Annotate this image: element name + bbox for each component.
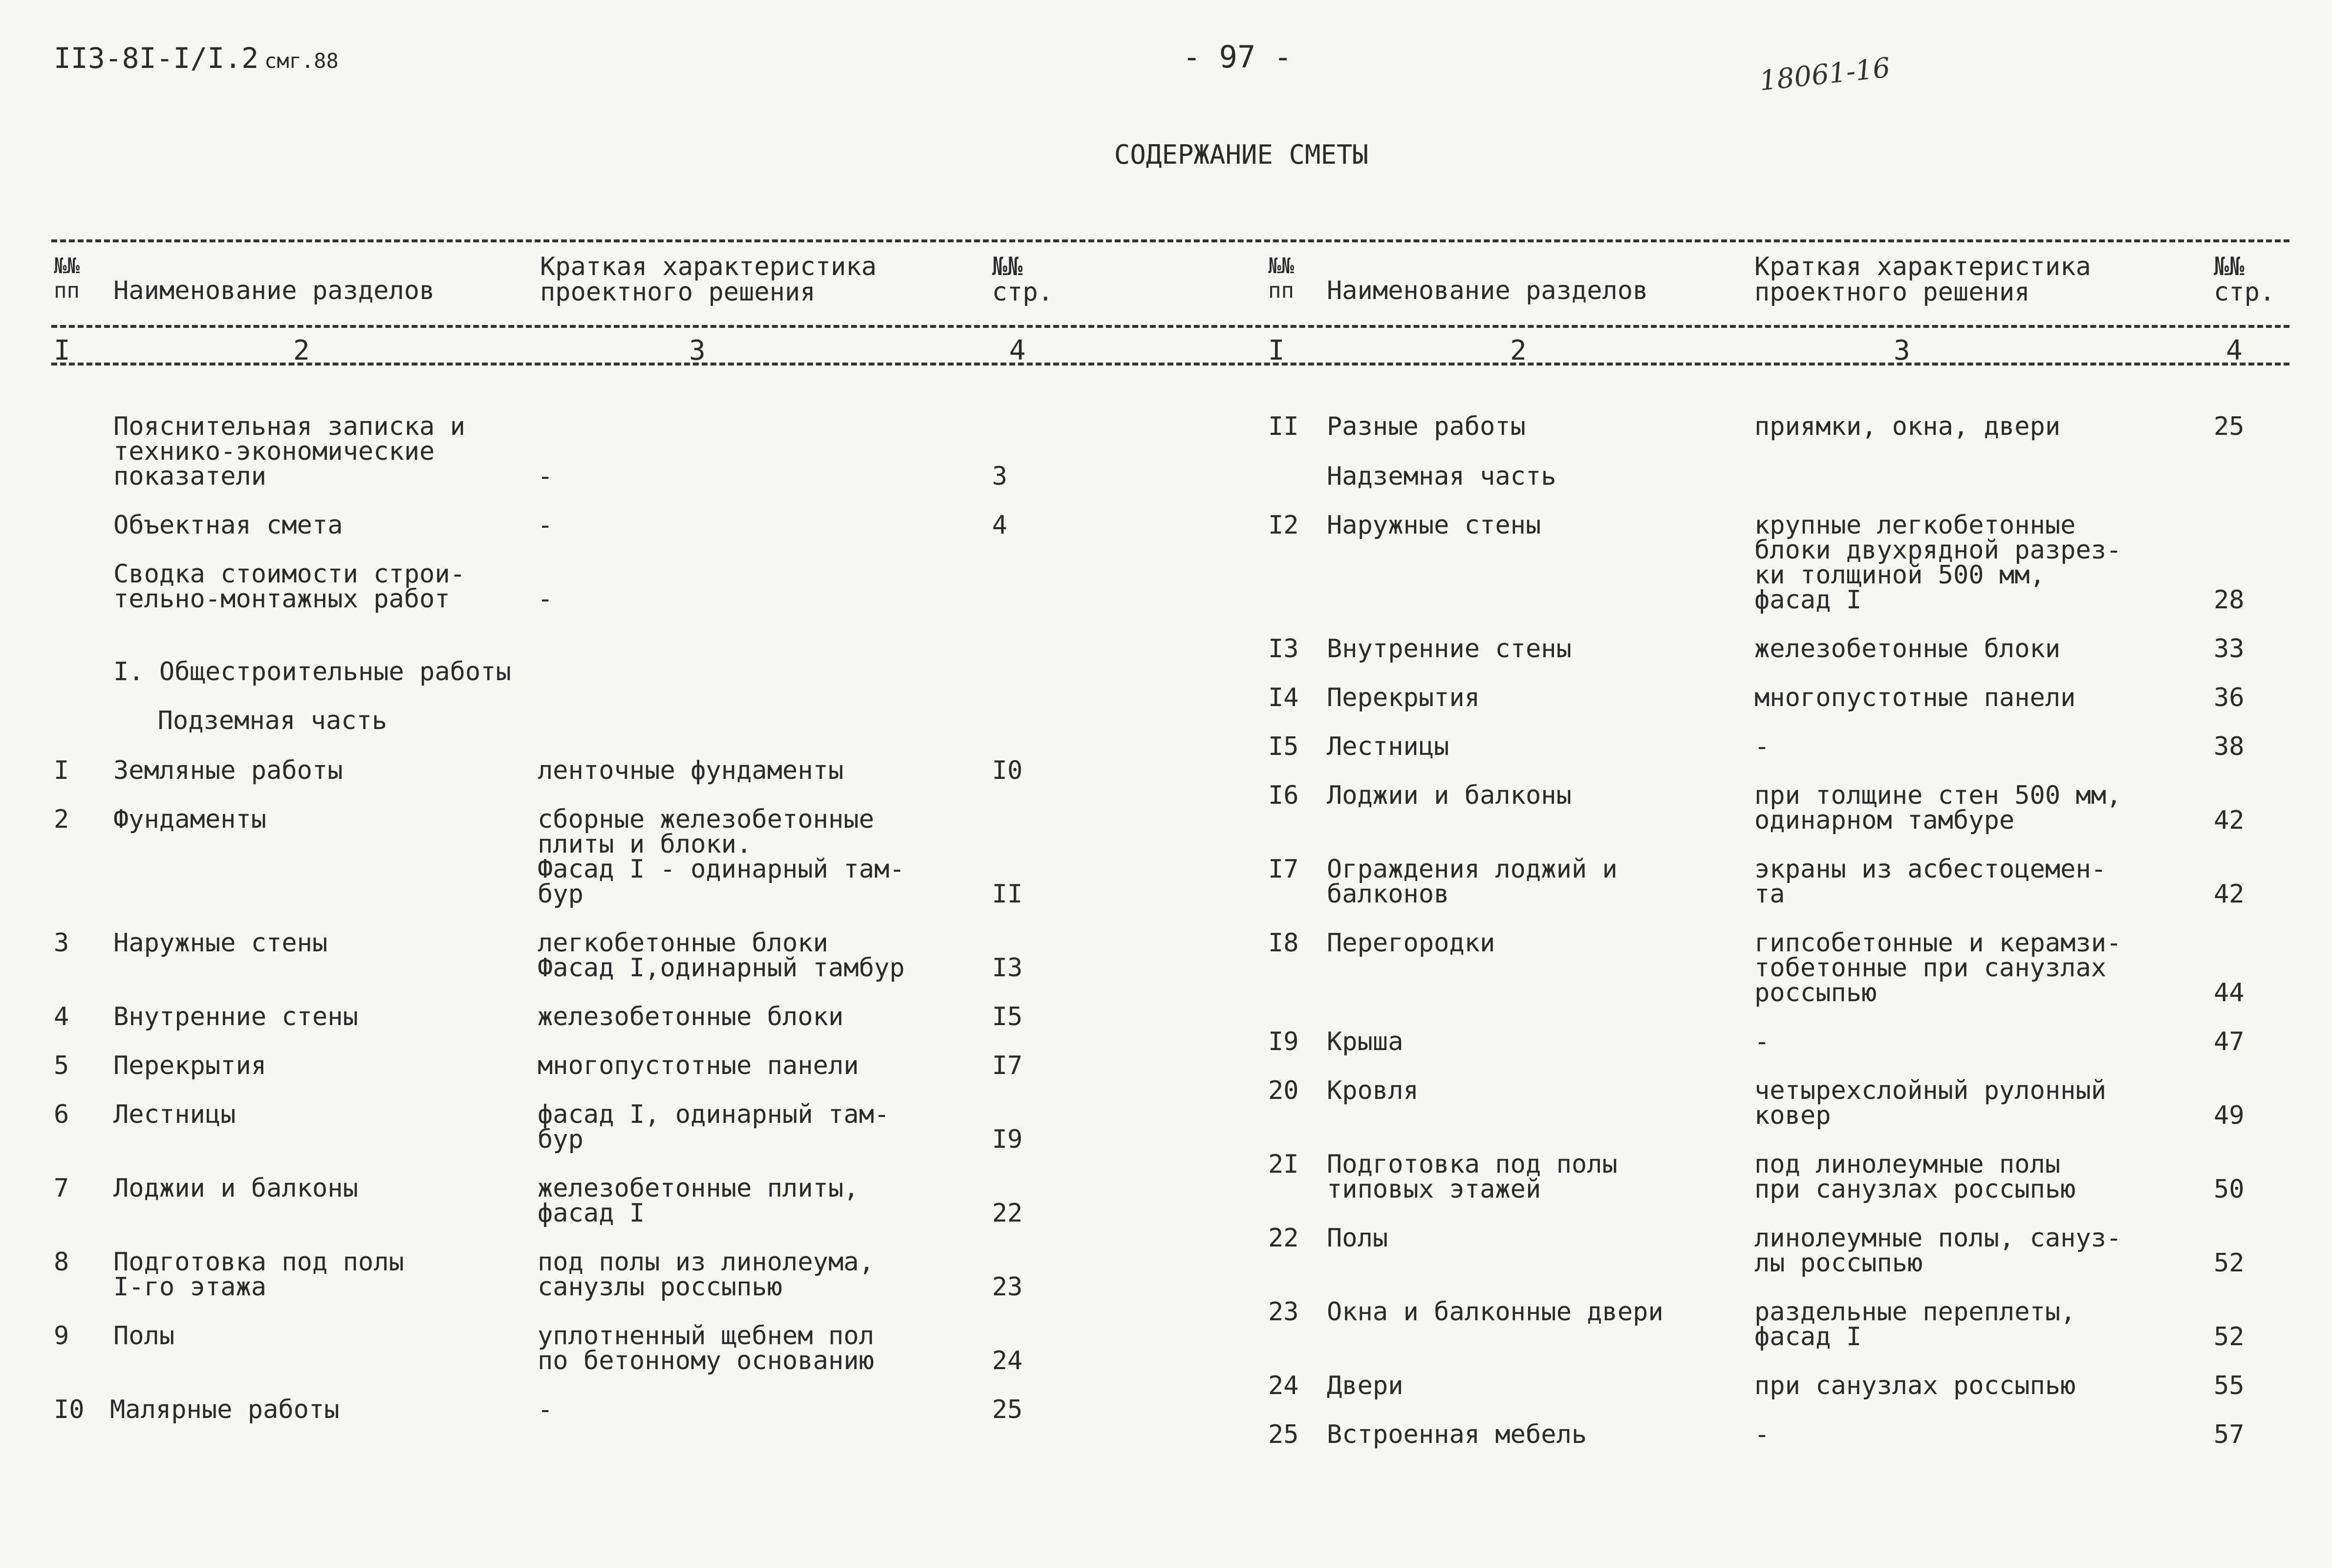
- right-row-12-page: 52: [2214, 1248, 2245, 1278]
- right-row-10-desc: четырехслойный рулонный ковер: [1754, 1076, 2107, 1130]
- header-col-name-right: Наименование разделов: [1327, 276, 1648, 305]
- left-row-11-page: 22: [992, 1199, 1023, 1228]
- colnum-3-left: 3: [689, 335, 706, 366]
- left-row-14-desc: -: [538, 1395, 553, 1424]
- left-row-7-page: I3: [992, 953, 1023, 983]
- page-number: - 97 -: [1183, 39, 1292, 75]
- header-col-page-right: №№ стр.: [2214, 252, 2275, 307]
- colnum-3-right: 3: [1894, 335, 1910, 366]
- handwritten-reference: 18061-16: [1758, 52, 1892, 97]
- left-row-9-name: Перекрытия: [113, 1051, 267, 1080]
- left-row-12-desc: под полы из линолеума, санузлы россыпью: [538, 1247, 874, 1302]
- colnum-1-left: I: [54, 335, 70, 366]
- right-row-12-number: 22: [1268, 1224, 1299, 1253]
- table-header-rule: [51, 325, 2289, 328]
- left-row-7-desc: легкобетонные блоки Фасад I,одинарный тамбур: [538, 928, 905, 983]
- left-row-0-desc: -: [538, 462, 553, 491]
- right-row-15-name: Встроенная мебель: [1327, 1420, 1587, 1449]
- colnum-2-left: 2: [293, 335, 310, 366]
- header-col-number-left: №№ пп: [54, 254, 80, 303]
- right-row-2-name: Наружные стены: [1327, 511, 1541, 540]
- left-row-5-page: I0: [992, 756, 1023, 785]
- left-row-13-number: 9: [54, 1321, 69, 1351]
- document-code: [54, 42, 339, 75]
- table-top-rule: [51, 239, 2289, 242]
- left-row-4-name: Подземная часть: [127, 706, 388, 735]
- left-row-5-number: I: [54, 756, 69, 785]
- left-row-6-name: Фундаменты: [113, 805, 267, 834]
- right-row-10-page: 49: [2214, 1101, 2245, 1130]
- right-row-4-desc: многопустотные панели: [1754, 683, 2076, 712]
- left-row-1-name: Объектная смета: [113, 511, 343, 540]
- left-row-10-name: Лестницы: [113, 1100, 236, 1129]
- left-row-8-page: I5: [992, 1002, 1023, 1031]
- left-row-9-page: I7: [992, 1051, 1023, 1080]
- right-row-11-desc: под линолеумные полы при санузлах россыпью: [1754, 1150, 2076, 1204]
- right-row-9-number: I9: [1268, 1027, 1299, 1056]
- header-col-desc-right: Краткая характеристика проектного решения: [1754, 252, 2091, 307]
- right-row-12-name: Полы: [1327, 1224, 1388, 1253]
- left-row-8-desc: железобетонные блоки: [538, 1002, 844, 1031]
- right-row-8-name: Перегородки: [1327, 928, 1495, 958]
- right-row-9-desc: -: [1754, 1027, 1770, 1056]
- right-row-5-name: Лестницы: [1327, 732, 1449, 761]
- right-row-2-number: I2: [1268, 511, 1299, 540]
- right-row-15-desc: -: [1754, 1420, 1770, 1449]
- right-row-11-page: 50: [2214, 1175, 2245, 1204]
- right-row-13-name: Окна и балконные двери: [1327, 1297, 1663, 1327]
- left-row-11-desc: железобетонные плиты, фасад I: [538, 1174, 859, 1228]
- right-row-1-name: Надземная часть: [1327, 462, 1556, 491]
- right-row-7-desc: экраны из асбестоцемен- та: [1754, 855, 2107, 909]
- right-row-4-number: I4: [1268, 683, 1299, 712]
- right-row-5-desc: -: [1754, 732, 1770, 761]
- left-row-13-desc: уплотненный щебнем пол по бетонному основанию: [538, 1321, 874, 1375]
- left-row-1-page: 4: [992, 511, 1008, 540]
- right-row-0-page: 25: [2214, 412, 2245, 441]
- colnum-4-right: 4: [2226, 335, 2243, 366]
- right-row-5-page: 38: [2214, 732, 2245, 761]
- right-row-14-page: 55: [2214, 1371, 2245, 1400]
- left-row-0-name: Пояснительная записка и технико-экономические показатели: [113, 412, 466, 491]
- colnum-4-left: 4: [1009, 335, 1026, 366]
- right-row-6-name: Лоджии и балконы: [1327, 781, 1572, 810]
- right-row-5-number: I5: [1268, 732, 1299, 761]
- left-row-9-number: 5: [54, 1051, 69, 1080]
- right-row-12-desc: линолеумные полы, сануз- лы россыпью: [1754, 1224, 2122, 1278]
- header-col-page-left: №№ стр.: [992, 252, 1054, 307]
- left-row-14-name: Малярные работы: [110, 1395, 340, 1424]
- right-row-6-page: 42: [2214, 806, 2245, 835]
- left-row-12-name: Подготовка под полы I-го этажа: [113, 1247, 404, 1302]
- header-col-desc-left: Краткая характеристика проектного решения: [540, 252, 877, 307]
- left-row-11-name: Лоджии и балконы: [113, 1174, 358, 1203]
- left-row-11-number: 7: [54, 1174, 69, 1203]
- right-row-3-name: Внутренние стены: [1327, 634, 1572, 664]
- table-colnum-rule: [51, 363, 2289, 365]
- left-row-1-desc: -: [538, 511, 553, 540]
- right-row-2-page: 28: [2214, 585, 2245, 615]
- right-row-0-name: Разные работы: [1327, 412, 1526, 441]
- right-row-0-number: II: [1268, 412, 1299, 441]
- left-row-8-number: 4: [54, 1002, 69, 1031]
- right-row-13-number: 23: [1268, 1297, 1299, 1327]
- right-row-8-desc: гипсобетонные и керамзи- тобетонные при санузлах россыпью: [1754, 928, 2122, 1008]
- page-title: СОДЕРЖАНИЕ СМЕТЫ: [1114, 139, 1369, 170]
- right-row-7-number: I7: [1268, 855, 1299, 884]
- left-row-9-desc: многопустотные панели: [538, 1051, 859, 1080]
- right-row-15-number: 25: [1268, 1420, 1299, 1449]
- left-row-5-desc: ленточные фундаменты: [538, 756, 844, 785]
- right-row-11-name: Подготовка под полы типовых этажей: [1327, 1150, 1618, 1204]
- left-row-14-page: 25: [992, 1395, 1023, 1424]
- right-row-3-desc: железобетонные блоки: [1754, 634, 2061, 664]
- right-row-4-page: 36: [2214, 683, 2245, 712]
- document-code-note: смг.88: [264, 49, 339, 73]
- left-row-2-name: Сводка стоимости строи- тельно-монтажных работ: [113, 559, 466, 614]
- left-row-10-desc: фасад I, одинарный там- бур: [538, 1100, 890, 1154]
- left-row-10-page: I9: [992, 1125, 1023, 1154]
- right-row-8-page: 44: [2214, 978, 2245, 1008]
- right-row-13-page: 52: [2214, 1322, 2245, 1352]
- right-row-11-number: 2I: [1268, 1150, 1299, 1179]
- right-row-9-name: Крыша: [1327, 1027, 1404, 1056]
- right-row-9-page: 47: [2214, 1027, 2245, 1056]
- right-row-10-name: Кровля: [1327, 1076, 1419, 1105]
- left-row-3-name: I. Общестроительные работы: [113, 657, 511, 687]
- right-row-15-page: 57: [2214, 1420, 2245, 1449]
- left-row-2-desc: -: [538, 584, 553, 614]
- right-row-3-number: I3: [1268, 634, 1299, 664]
- left-row-12-number: 8: [54, 1247, 69, 1277]
- left-row-13-page: 24: [992, 1346, 1023, 1375]
- left-row-12-page: 23: [992, 1272, 1023, 1302]
- right-row-4-name: Перекрытия: [1327, 683, 1480, 712]
- document-code-text: II3-8I-I/I.2: [54, 42, 259, 75]
- left-row-0-page: 3: [992, 462, 1008, 491]
- left-row-6-number: 2: [54, 805, 69, 834]
- left-row-14-number: I0: [54, 1395, 85, 1424]
- header-col-name-left: Наименование разделов: [113, 276, 435, 305]
- right-row-2-desc: крупные легкобетонные блоки двухрядной разрез- ки толщиной 500 мм, фасад I: [1754, 511, 2122, 615]
- left-row-13-name: Полы: [113, 1321, 175, 1351]
- right-row-14-number: 24: [1268, 1371, 1299, 1400]
- right-row-3-page: 33: [2214, 634, 2245, 664]
- left-row-6-desc: сборные железобетонные плиты и блоки. Фасад I - одинарный там- бур: [538, 805, 905, 909]
- right-row-6-number: I6: [1268, 781, 1299, 810]
- right-row-7-name: Ограждения лоджий и балконов: [1327, 855, 1618, 909]
- left-row-8-name: Внутренние стены: [113, 1002, 358, 1031]
- colnum-2-right: 2: [1510, 335, 1527, 366]
- left-row-7-number: 3: [54, 928, 69, 958]
- right-row-13-desc: раздельные переплеты, фасад I: [1754, 1297, 2076, 1352]
- left-row-6-page: II: [992, 880, 1023, 909]
- header-col-number-right: №№ пп: [1268, 254, 1294, 303]
- right-row-7-page: 42: [2214, 880, 2245, 909]
- colnum-1-right: I: [1268, 335, 1285, 366]
- left-row-10-number: 6: [54, 1100, 69, 1129]
- right-row-8-number: I8: [1268, 928, 1299, 958]
- right-row-6-desc: при толщине стен 500 мм, одинарном тамбуре: [1754, 781, 2122, 835]
- right-row-14-desc: при санузлах россыпью: [1754, 1371, 2076, 1400]
- left-row-7-name: Наружные стены: [113, 928, 328, 958]
- left-row-5-name: Земляные работы: [113, 756, 343, 785]
- right-row-0-desc: приямки, окна, двери: [1754, 412, 2061, 441]
- right-row-14-name: Двери: [1327, 1371, 1404, 1400]
- right-row-10-number: 20: [1268, 1076, 1299, 1105]
